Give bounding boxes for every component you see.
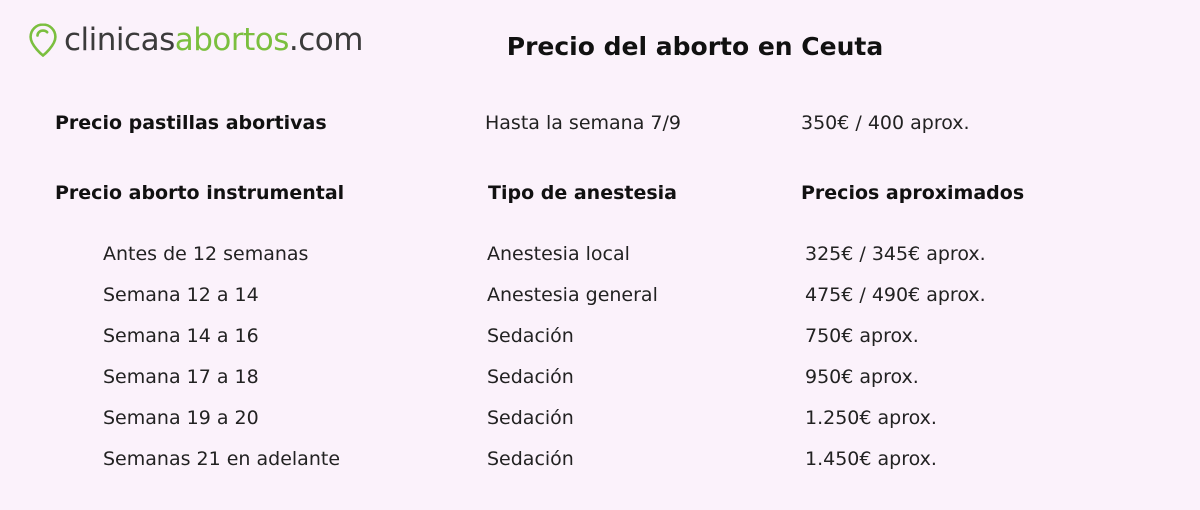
pills-price: 350€ / 400 aprox. [801,112,970,134]
prices-column [805,234,986,480]
table-row: Anestesia local [487,243,630,265]
pills-week-cell [485,112,785,134]
price-header-cell [795,182,1155,204]
anesthesia-header-cell [485,182,785,204]
table-row: 325€ / 345€ aprox. [805,243,986,265]
anesthesia-column [487,234,658,480]
pills-label: Precio pastillas abortivas [55,112,327,134]
anesthesia-header: Tipo de anestesia [488,182,677,204]
instrumental-label-cell [55,182,475,204]
logo-text-part3: .com [288,22,363,58]
logo-text-part1: clinicas [64,22,175,58]
table-row: 750€ aprox. [805,325,919,347]
table-row: Anestesia general [487,284,658,306]
table-row: 950€ aprox. [805,366,919,388]
instrumental-label: Precio aborto instrumental [55,182,345,204]
table-row: Semana 12 a 14 [103,284,259,306]
table-row: 1.450€ aprox. [805,448,937,470]
table-row: Semana 14 a 16 [103,325,259,347]
table-row: 475€ / 490€ aprox. [805,284,986,306]
pills-price-cell [795,112,1155,134]
pills-week: Hasta la semana 7/9 [485,112,681,134]
price-header: Precios aproximados [801,182,1025,204]
pills-label-cell [55,112,475,134]
table-row: Sedación [487,325,574,347]
logo-text-part2: abortos [174,22,289,58]
table-row: Semanas 21 en adelante [103,448,341,470]
page-title: Precio del aborto en Ceuta [506,32,884,61]
table-row: Sedación [487,366,574,388]
table-row: Sedación [487,448,574,470]
table-row: Semana 17 a 18 [103,366,259,388]
table-row: Semana 19 a 20 [103,407,259,429]
table-row: Sedación [487,407,574,429]
table-row: Antes de 12 semanas [103,243,309,265]
table-row: 1.250€ aprox. [805,407,937,429]
weeks-column [103,234,340,480]
